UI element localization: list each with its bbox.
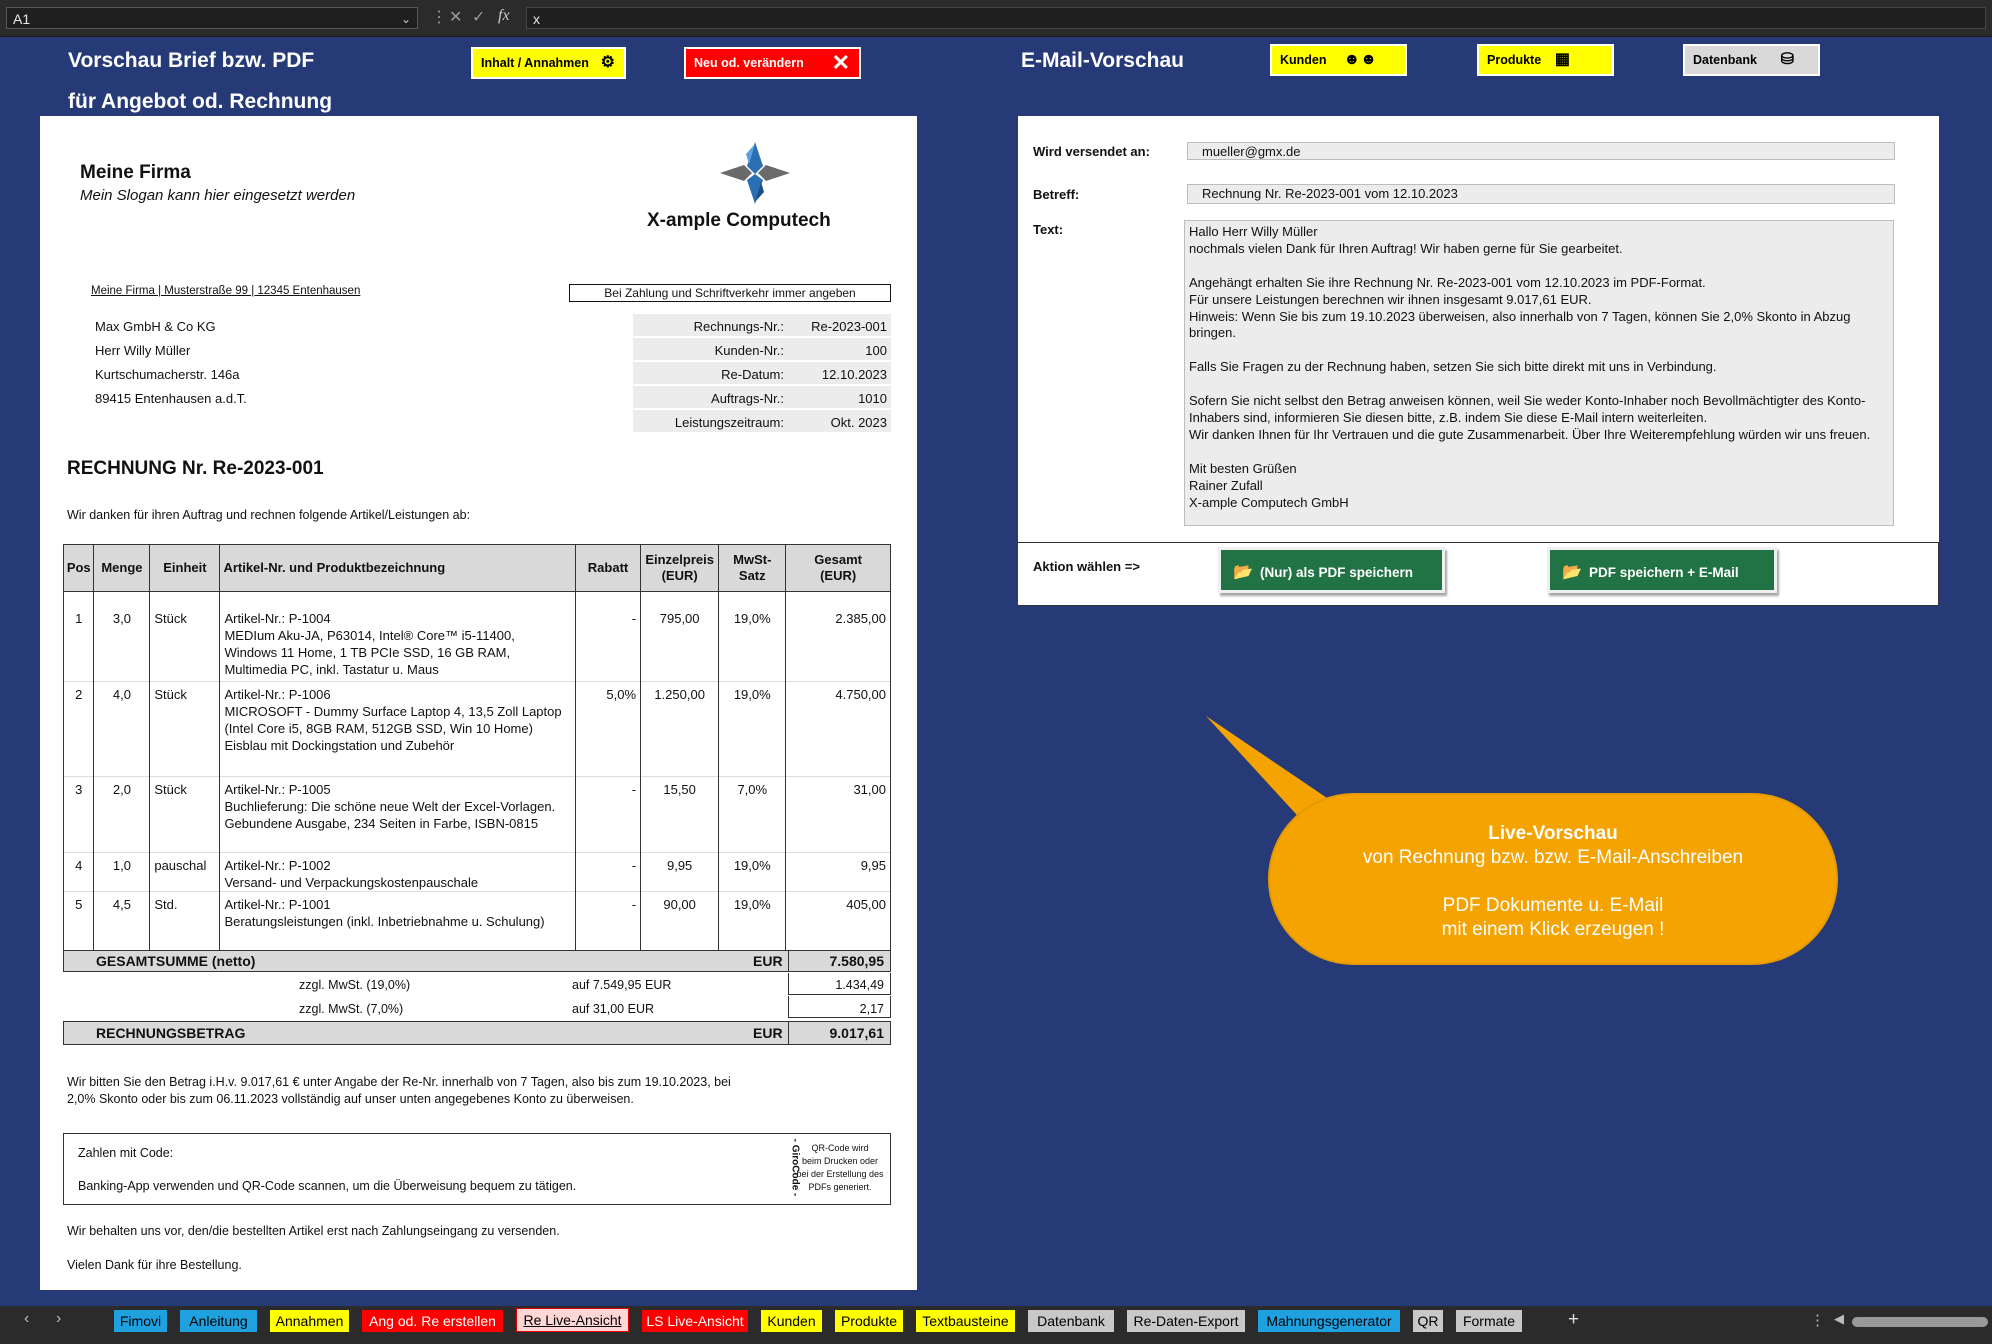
col-pos: Pos	[64, 545, 94, 592]
action-label: Aktion wählen =>	[1033, 559, 1140, 574]
ref-value: 100	[865, 343, 887, 358]
ref-label: Re-Datum:	[721, 367, 784, 382]
ref-label: Leistungszeitraum:	[674, 415, 784, 430]
ref-value: Re-2023-001	[811, 319, 887, 334]
logo-text: X-ample Computech	[647, 210, 831, 231]
payment-text-2: 2,0% Skonto oder bis zum 06.11.2023 vollständig auf unser unten angegebenes Konto zu überweisen.	[67, 1092, 634, 1106]
boxes-icon: ▦	[1554, 51, 1570, 68]
produkte-button[interactable]	[1477, 44, 1614, 76]
tab-re-live-ansicht[interactable]: Re Live-Ansicht	[516, 1308, 629, 1332]
qr-text: Banking-App verwenden und QR-Code scannen, um die Überweisung bequem zu tätigen.	[78, 1179, 577, 1193]
tab-annahmen[interactable]: Annahmen	[270, 1310, 349, 1332]
email-preview-title: E-Mail-Vorschau	[1021, 49, 1184, 72]
footer-text-1: Wir behalten uns vor, den/die bestellten Artikel erst nach Zahlungseingang zu versenden.	[67, 1224, 560, 1238]
table-header-row	[64, 545, 891, 592]
invoice-intro: Wir danken für ihren Auftrag und rechnen folgende Artikel/Leistungen ab:	[67, 508, 471, 522]
tab-datenbank[interactable]: Datenbank	[1028, 1310, 1114, 1332]
divider	[1938, 542, 1939, 606]
folder-icon: 📂	[1562, 564, 1582, 581]
total-currency: EUR	[753, 953, 783, 969]
tab-scroll-right-icon[interactable]: ›	[56, 1310, 62, 1327]
tab-produkte[interactable]: Produkte	[835, 1310, 903, 1332]
payment-text-1: Wir bitten Sie den Betrag i.H.v. 9.017,61 € unter Angabe der Re-Nr. innerhalb von 7 Tagen, also bis zum 19.10.2023, bei	[67, 1075, 731, 1089]
formula-input[interactable]: x	[526, 7, 1986, 29]
neu-veraendern-button[interactable]	[684, 47, 861, 79]
left-header-line1: Vorschau Brief bzw. PDF	[68, 49, 315, 72]
items-table	[63, 544, 891, 952]
col-rabatt: Rabatt	[576, 545, 641, 592]
ref-value: Okt. 2023	[830, 415, 887, 430]
grand-total-currency: EUR	[753, 1025, 783, 1041]
tab-textbausteine[interactable]: Textbausteine	[916, 1310, 1015, 1332]
kunden-button[interactable]	[1270, 44, 1407, 76]
button-label: (Nur) als PDF speichern	[1260, 565, 1414, 580]
vat7-base: auf 31,00 EUR	[572, 1002, 654, 1016]
col-artikel: Artikel-Nr. und Produktbezeichnung	[220, 545, 576, 592]
ref-value: 12.10.2023	[821, 367, 887, 382]
table-row: 4 1,0 pauschal Artikel-Nr.: P-1002 Versand- und Verpackungskostenpauschale - 9,95 19,0% 9,95	[64, 853, 891, 892]
grand-total-label: RECHNUNGSBETRAG	[96, 1025, 246, 1041]
tab-scroll-left-icon[interactable]: ‹	[24, 1310, 30, 1327]
callout-line: mit einem Klick erzeugen !	[1441, 919, 1665, 940]
ref-label: Auftrags-Nr.:	[711, 391, 784, 406]
ref-label: Kunden-Nr.:	[714, 343, 784, 358]
tab-kunden[interactable]: Kunden	[761, 1310, 822, 1332]
invoice-preview	[40, 116, 917, 1290]
database-icon: ⛁	[1780, 51, 1794, 68]
tab-anleitung[interactable]: Anleitung	[180, 1310, 257, 1332]
divider	[1018, 605, 1939, 606]
tab-formate[interactable]: Formate	[1456, 1310, 1522, 1332]
table-spacer-row	[64, 592, 891, 606]
vat19-base: auf 7.549,95 EUR	[572, 978, 672, 992]
invoice-title: RECHNUNG Nr. Re-2023-001	[67, 458, 324, 479]
close-icon[interactable]: ✕	[449, 9, 463, 26]
tab-ang-re-erstellen[interactable]: Ang od. Re erstellen	[362, 1310, 503, 1332]
button-label: Kunden	[1280, 53, 1327, 67]
cell-reference: A1	[13, 11, 31, 27]
inhalt-annahmen-button[interactable]	[471, 47, 626, 79]
ref-label: Rechnungs-Nr.:	[693, 319, 784, 334]
function-icon[interactable]: fx	[498, 7, 510, 24]
button-label: Produkte	[1487, 53, 1542, 67]
horizontal-scrollbar[interactable]	[1852, 1317, 1988, 1327]
col-einzelpreis: Einzelpreis (EUR)	[641, 545, 719, 592]
vat19-value: 1.434,49	[835, 978, 884, 992]
divider	[1018, 542, 1939, 543]
to-field[interactable]: mueller@gmx.de	[1187, 142, 1895, 160]
col-gesamt: Gesamt (EUR)	[786, 545, 891, 592]
live-preview-callout	[1268, 793, 1838, 965]
recipient-line: 89415 Entenhausen a.d.T.	[95, 391, 247, 406]
girocode-label: - GiroCode -	[789, 1138, 801, 1197]
recipient-line: Herr Willy Müller	[95, 343, 191, 358]
sheet-tab-bar	[0, 1306, 1992, 1344]
text-label: Text:	[1033, 222, 1064, 237]
check-icon[interactable]: ✓	[472, 9, 486, 26]
col-einheit: Einheit	[150, 545, 220, 592]
vat7-label: zzgl. MwSt. (7,0%)	[299, 1002, 404, 1016]
chevron-down-icon[interactable]: ⌄	[400, 12, 411, 26]
callout-title: Live-Vorschau	[1488, 823, 1618, 844]
table-row: 5 4,5 Std. Artikel-Nr.: P-1001 Beratungsleistungen (inkl. Inbetriebnahme u. Schulung) - 90,00 19,0% 405,00	[64, 892, 891, 952]
qr-title: Zahlen mit Code:	[78, 1146, 174, 1160]
gear-icon: ⚙	[600, 54, 615, 71]
table-row: 3 2,0 Stück Artikel-Nr.: P-1005 Buchlieferung: Die schöne neue Welt der Excel-Vorlagen. Gebundene Ausgabe, 234 Seiten in Farbe, ISBN-0815 - 15,50 7,0% 31,00	[64, 777, 891, 853]
table-row: 2 4,0 Stück Artikel-Nr.: P-1006 MICROSOFT - Dummy Surface Laptop 4, 13,5 Zoll Laptop (Intel Core i5, 8GB RAM, 512GB SSD, Win 10 Home) Eisblau mit Dockingstation und Zubehör 5,0% 1.250,00 19,0% 4.750,00	[64, 682, 891, 777]
email-preview	[1018, 116, 1939, 606]
subject-field[interactable]: Rechnung Nr. Re-2023-001 vom 12.10.2023	[1187, 184, 1895, 204]
col-menge: Menge	[94, 545, 150, 592]
qr-payment-box	[63, 1133, 891, 1205]
table-row: 1 3,0 Stück Artikel-Nr.: P-1004 MEDIum Aku-JA, P63014, Intel® Core™ i5-11400, Windows 11 Home, 1 TB PCIe SSD, 16 GB RAM, Multimedia PC, inkl. Tastatur u. Maus - 795,00 19,0% 2.385,00	[64, 606, 891, 682]
grand-total-value: 9.017,61	[829, 1025, 884, 1041]
footer-text-2: Vielen Dank für ihre Bestellung.	[67, 1258, 242, 1272]
more-options-icon[interactable]: ⋮	[1810, 1312, 1825, 1329]
add-sheet-button[interactable]: +	[1568, 1309, 1580, 1330]
tab-fimovi[interactable]: Fimovi	[114, 1310, 167, 1332]
button-label: Datenbank	[1693, 53, 1757, 67]
grand-total-divider	[788, 1021, 789, 1045]
total-divider	[788, 950, 789, 972]
callout-line: PDF Dokumente u. E-Mail	[1442, 895, 1664, 916]
tab-mahnungsgenerator[interactable]: Mahnungsgenerator	[1258, 1310, 1400, 1332]
folder-icon: 📂	[1233, 564, 1253, 581]
datenbank-button[interactable]	[1683, 44, 1820, 76]
email-body[interactable]: Hallo Herr Willy Müller nochmals vielen Dank für Ihren Auftrag! Wir haben gerne für Sie gearbeitet. Angehängt erhalten Sie ihre Rechnung Nr. Re-2023-001 vom 12.10.2023 im PDF-Format. Für unsere Leistungen berechnen wir ihnen insgesamt 9.017,61 EUR. Hinweis: Wenn Sie bis zum 19.10.2023 überweisen, also innerhalb von 7 Tagen, können Sie 2,0% Skonto in Abzug bringen. Falls Sie Fragen zu der Rechnung haben, setzen Sie sich bitte direkt mit uns in Verbindung. Sofern Sie nicht selbst den Betrag anweisen können, weil Sie weder Konto-Inhaber noch Bevollmächtigter des Konto- Inhabers sind, informieren Sie diesen bitte, z.B. indem Sie diese E-Mail intern weiterleiten. Wir danken Ihnen für Ihr Vertrauen und die gute Zusammenarbeit. Über Ihre Weiterempfehlung würden wir uns freuen. Mit besten Grüßen Rainer Zufall X-ample Computech GmbH	[1184, 220, 1894, 526]
tools-icon: ✕	[831, 50, 850, 75]
callout-line: von Rechnung bzw. bzw. E-Mail-Anschreiben	[1362, 847, 1744, 868]
total-net-label: GESAMTSUMME (netto)	[96, 953, 256, 969]
payment-notice: Bei Zahlung und Schriftverkehr immer angeben	[569, 284, 891, 302]
button-label: Neu od. verändern	[694, 56, 804, 70]
qr-note: QR-Code wird beim Drucken oder bei der Erstellung des PDFs generiert.	[796, 1143, 884, 1192]
ref-value: 1010	[858, 391, 887, 406]
total-net-value: 7.580,95	[829, 953, 884, 969]
button-label: PDF speichern + E-Mail	[1589, 565, 1739, 580]
vat19-label: zzgl. MwSt. (19,0%)	[299, 978, 411, 992]
vat7-value: 2,17	[859, 1002, 884, 1016]
tab-qr[interactable]: QR	[1413, 1310, 1443, 1332]
company-slogan: Mein Slogan kann hier eingesetzt werden	[80, 187, 356, 204]
save-pdf-button[interactable]	[1218, 547, 1445, 593]
users-icon: ☻☻	[1343, 51, 1377, 68]
button-label: Inhalt / Annahmen	[481, 56, 589, 70]
more-options-icon[interactable]: ⋮	[431, 9, 447, 26]
col-mwst: MwSt- Satz	[719, 545, 786, 592]
name-box[interactable]	[6, 7, 418, 29]
formula-bar	[0, 0, 1992, 37]
sender-line: Meine Firma | Musterstraße 99 | 12345 Entenhausen	[91, 285, 361, 297]
to-label: Wird versendet an:	[1033, 144, 1150, 159]
subject-label: Betreff:	[1033, 187, 1080, 202]
company-logo	[716, 140, 794, 206]
tab-ls-live-ansicht[interactable]: LS Live-Ansicht	[642, 1310, 748, 1332]
save-pdf-email-button[interactable]	[1547, 547, 1777, 593]
scroll-left-icon[interactable]: ◀	[1834, 1311, 1844, 1326]
recipient-line: Max GmbH & Co KG	[95, 319, 216, 334]
left-header-line2: für Angebot od. Rechnung	[68, 90, 333, 113]
company-name: Meine Firma	[80, 162, 191, 183]
tab-re-daten-export[interactable]: Re-Daten-Export	[1127, 1310, 1245, 1332]
recipient-line: Kurtschumacherstr. 146a	[95, 367, 240, 382]
